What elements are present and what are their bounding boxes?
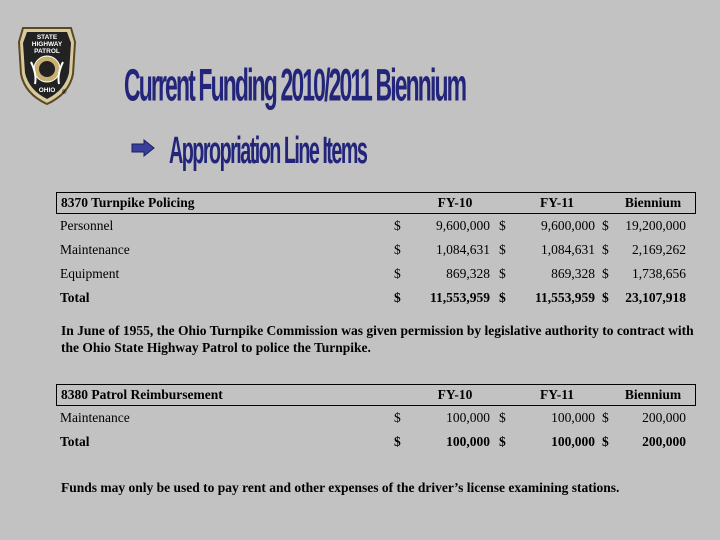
currency-symbol: $: [394, 242, 401, 257]
fy10-value: 9,600,000: [436, 218, 490, 233]
highway-patrol-badge-logo: [17, 24, 77, 106]
currency-symbol: $: [602, 266, 609, 281]
currency-symbol: $: [394, 434, 401, 449]
fy11-value: 9,600,000: [541, 218, 595, 233]
patrol-reimbursement-table: [56, 384, 696, 454]
table-total-row: [56, 286, 696, 310]
table-row: [56, 214, 696, 238]
fy10-value: 11,553,959: [429, 290, 490, 305]
turnpike-history-note: In June of 1955, the Ohio Turnpike Commission was given permission by legislative authority to contract with the Ohio State Highway Patrol to police the Turnpike.: [61, 323, 694, 355]
currency-symbol: $: [499, 410, 506, 425]
fy11-value: 11,553,959: [534, 290, 595, 305]
fy10-value: 100,000: [446, 434, 490, 449]
row-label: Maintenance: [60, 410, 130, 425]
biennium-value: 1,738,656: [632, 266, 686, 281]
currency-symbol: $: [602, 242, 609, 257]
row-label: Equipment: [60, 266, 120, 281]
currency-symbol: $: [394, 266, 401, 281]
fy11-value: 869,328: [551, 266, 595, 281]
col-biennium: Biennium: [624, 195, 682, 210]
currency-symbol: $: [394, 410, 401, 425]
row-label: Total: [60, 290, 90, 305]
currency-symbol: $: [499, 218, 506, 233]
badge-line-3: PATROL: [34, 48, 60, 55]
fy10-value: 869,328: [446, 266, 490, 281]
table-row: [56, 262, 696, 286]
currency-symbol: $: [394, 290, 401, 305]
col-fy11: FY-11: [539, 387, 574, 402]
currency-symbol: $: [499, 266, 506, 281]
badge-line-2: HIGHWAY: [31, 41, 63, 48]
fy11-value: 1,084,631: [541, 242, 595, 257]
col-fy10: FY-10: [437, 195, 473, 210]
table-header: [56, 384, 696, 406]
biennium-value: 19,200,000: [625, 218, 686, 233]
table-row: [56, 238, 696, 262]
fy10-value: 1,084,631: [436, 242, 490, 257]
table-title: 8370 Turnpike Policing: [61, 195, 195, 210]
table-total-row: [56, 430, 696, 454]
right-arrow-icon: [131, 139, 155, 157]
row-label: Personnel: [60, 218, 114, 233]
turnpike-policing-table: [56, 192, 696, 310]
biennium-value: 2,169,262: [632, 242, 686, 257]
row-label: Maintenance: [60, 242, 130, 257]
badge-line-1: STATE: [36, 34, 58, 41]
currency-symbol: $: [602, 434, 609, 449]
fy10-value: 100,000: [446, 410, 490, 425]
currency-symbol: $: [394, 218, 401, 233]
table-header: [56, 192, 696, 214]
biennium-value: 200,000: [642, 410, 686, 425]
page-title: Current Funding 2010/2011 Biennium: [124, 60, 466, 111]
table-title: 8380 Patrol Reimbursement: [61, 387, 223, 402]
currency-symbol: $: [499, 290, 506, 305]
currency-symbol: $: [602, 218, 609, 233]
table-row: [56, 406, 696, 430]
funds-usage-note: Funds may only be used to pay rent and other expenses of the driver’s license examining stations.: [61, 480, 620, 495]
badge-bottom-text: OHIO: [38, 87, 56, 94]
fy11-value: 100,000: [551, 410, 595, 425]
biennium-value: 200,000: [642, 434, 686, 449]
row-label: Total: [60, 434, 90, 449]
currency-symbol: $: [602, 410, 609, 425]
col-biennium: Biennium: [624, 387, 682, 402]
registered-mark: ®: [62, 90, 67, 96]
currency-symbol: $: [499, 434, 506, 449]
col-fy10: FY-10: [437, 387, 473, 402]
currency-symbol: $: [602, 290, 609, 305]
page-subtitle: Appropriation Line Items: [169, 128, 367, 172]
fy11-value: 100,000: [551, 434, 595, 449]
biennium-value: 23,107,918: [625, 290, 686, 305]
currency-symbol: $: [499, 242, 506, 257]
col-fy11: FY-11: [539, 195, 574, 210]
